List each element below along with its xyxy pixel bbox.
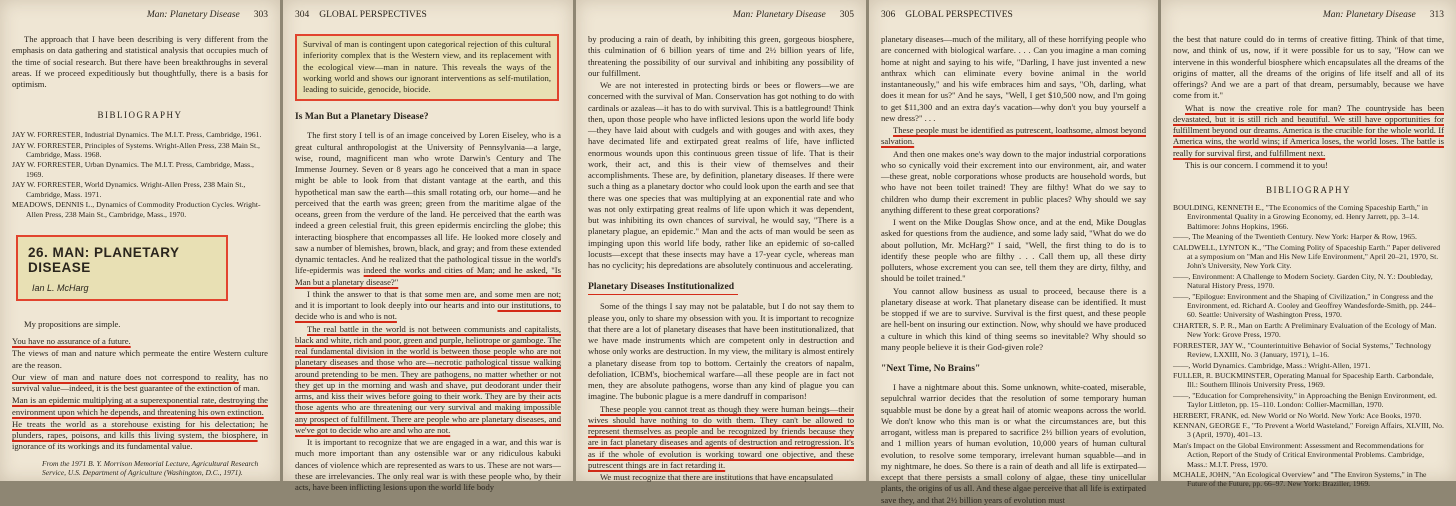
page-303 [0, 0, 280, 481]
page-306 [869, 0, 1158, 505]
bib-entry: Man's Impact on the Global Environment: Assessment and Recommendations for Action, Report of the Study of Critical Environmental Problems. Cambridge, Mass.: M.I.T. Press, 1970. [1173, 440, 1424, 469]
bib-entry: MEADOWS, DENNIS L., Dynamics of Commodity Production Cycles. Wright-Allen Press, 238 Main St., Cambridge, Mass., 1970. [12, 200, 261, 219]
bibliography-heading: BIBLIOGRAPHY [97, 110, 183, 121]
bib-entry: HERBERT, FRANK, ed. New World or No World. New York: Ace Books, 1970. [1173, 410, 1422, 420]
bibliography-heading: BIBLIOGRAPHY [1265, 185, 1351, 195]
bib-entry: JAY W. FORRESTER, Urban Dynamics. The M.I.T. Press, Cambridge, Mass., 1969. [12, 160, 254, 179]
epigraph-box [295, 34, 559, 101]
page-304 [283, 0, 573, 492]
bib-entry: CHARTER, S. P. R., Man on Earth: A Preliminary Evaluation of the Ecology of Man. New York: Grove Press, 1970. [1173, 320, 1437, 340]
underlined-passage: some men are, and some men are not; [424, 288, 561, 299]
underlined-paragraph: What is now the creative role for man? The countryside has been devastated, but it is still rich and beautiful. We still have opportunities for fulfillment beyond our dreams. America is the crucible for the whole world. If America wins, the world wins; if America loses, the world loses. The battle is really for survival first, and fulfillment next. [1173, 102, 1444, 158]
running-title: GLOBAL PERSPECTIVES [319, 10, 427, 20]
running-head [881, 10, 1146, 24]
underlined-passage: These people must be identified as putrescent, loathsome, almost beyond salvation. [881, 125, 1146, 147]
bib-entry: BOULDING, KENNETH E., "The Economics of the Coming Spaceship Earth," in Environmental Quality in a Growing Economy, ed. Henry Jarrett, pp. 3–14. Baltimore: Johns Hopkins, 1966. [1173, 203, 1428, 231]
underlined-passage: indeed the works and cities of Man; and he asked, "Is Man but a planetary disease?" [295, 265, 562, 287]
bib-entry: ——, Environment: A Challenge to Modern Society. Garden City, N. Y.: Doubleday, Natural History Press, 1970. [1173, 271, 1433, 291]
chapter-title-box [16, 235, 228, 301]
bib-entry: KENNAN, GEORGE F., "To Prevent a World Wasteland," Foreign Affairs, XLVIII, No. 3 (April, 1970), 401–13. [1173, 420, 1444, 440]
bib-entry: JAY W. FORRESTER, Principles of Systems. Wright-Allen Press, 238 Main St., Cambridge, Mass. 1968. [12, 140, 260, 160]
bibliography-list [12, 130, 268, 219]
bib-entry: JAY W. FORRESTER, Industrial Dynamics. The M.I.T. Press, Cambridge, 1961. [12, 130, 262, 140]
running-head [588, 10, 854, 24]
chapter-title: 26. MAN: PLANETARY DISEASE [28, 244, 180, 275]
body-text: The first story I tell is of an image conceived by Loren Eiseley, who is a great cultural anthropologist at the University of Pennsylvania—a large, wise, round, magnificent man who wrote Darwin's Century and The Immense Journey. Seven or 8 years ago he conceived that a man in space might be able to look from that distant vantage at the earth, and this hypothetical man saw the earth—this small rotating orb, our home—and he perceived that the earth was green; green from the maritime algae of the oceans, green from the verdure of the land. He perceived that the earth was indeed a green celestial fruit, this green epidermis encircling the globe; this interacting biosphere that encompasses all life. He looked more closely and saw a number of blemishes, brown, black, and gray; and from these extended dynamic tentacles. And he realized that the pathological tissue in the world's life-epidermis was indeed the works and cities of Man; and he asked, "Is Man but a planetary disease?" I think the answer to that is that some men are, and some men are not; and it is important to look deeply into our hearts and into our institutions, to decide who is and who is not. The real battle in the world is not between communists and capitalists, black and white, rich and poor, green and purple, heliotrope or gamboge. The real fundamental division in the world is between those people who are not planetary diseases and those who are—necrotic pathological tissue walking around pretending to be men. They are pathogens, no matter whether or not they get up in the morning and wash and shave, put deodorant under their arms, and kiss their wives before going to their work. They are by their acts those agents who are threatening our very survival and making impossible any prospect of fulfillment. There are people who are planetary diseases, and we've got to decide who are and who are not. It is important to recognize that we are engaged in a war, and this war is much more important than any ostensible war or any ridiculous kabuki dances of violence which are represented as wars to us. These are not wars—these are irrelevancies. The only real war is with these people who, by their acts, have been inflicting lesions upon the world life body [295, 130, 562, 492]
bib-entry: FORRESTER, JAY W., "Counterintuitive Behavior of Social Systems," Technology Review, LXXIII, No. 3 (January, 1971), 1–16. [1173, 340, 1432, 360]
bib-entry: ——, World Dynamics. Cambridge, Mass.: Wright-Allen, 1971. [1173, 360, 1371, 370]
underlined-passage: our institutions, to decide who is and who is not. [295, 300, 561, 322]
running-title: GLOBAL PERSPECTIVES [905, 10, 1013, 20]
body-text-2: I have a nightmare about this. Some unknown, white-coated, miserable, sepulchral warrior decides that the resolution of some temporary human squabble must be done by a great hail of atomic weapons across the world. We don't know who this man is or what the circumstances are, but this arrogant, witless man is prepared to sacrifice 2½ billion years of evolution, and 1 million years of human evolution, 10,000 years of human cultural evolution, to resolve some temporary, irrelevant human squabble—and in my nightmare, he does. So there is a rain of death and all life is extirpated—except that there persists a small colony of algae, these tiny unicellular plants, the origins of us all. And these algae perceive that all life is extirpated save they, and that 2½ billion years of evolution must [881, 382, 1146, 505]
propositions: My propositions are simple. You have no assurance of a future. The views of man and nature which permeate the entire Western culture are the reason. Our view of man and nature does not correspond to reality, has no survival value—indeed, it is the best guarantee of the extinction of man. Man is an epidemic multiplying at a superexponential rate, destroying the environment upon which he depends, and threatening his own extinction. He treats the world as a storehouse existing for his delectation; he plunders, rapes, poisons, and kills this living system, the biosphere, in ignorance of its workings and its fundamental value. [12, 318, 268, 452]
underlined-proposition: Man is an epidemic multiplying at a superexponential rate, destroying the environment upon which he depends, and threatening his own extinction. [12, 395, 268, 417]
page-number: 303 [253, 10, 268, 20]
page-313 [1161, 0, 1456, 489]
bib-entry: FULLER, R. BUCKMINSTER, Operating Manual for Spaceship Earth. Carbondale, Ill.: Southern Illinois University Press, 1969. [1173, 370, 1434, 390]
heading-underline [588, 294, 738, 295]
page-number: 313 [1429, 10, 1444, 20]
body-text: planetary diseases—much of the military, all of these horrifying people who are concerned with biological warfare. . . . Can you imagine a man coming home at night and saying to his wife, "Darling, I have just invented a new anthrax which can eliminate every bovine animal in the world instantaneously," and his wife embraces him and says, "Oh, darling, what does it mean for us?" And he says, "Well, I get $10,500 now, and I'm going to get $11,300 and an extra day's vacation—why don't you buy yourself a new dress?" . . . These people must be identified as putrescent, loathsome, almost beyond salvation. And then one makes one's way down to the major industrial corporations who so cynically void their excrement into our environment, air, and water—these great, noble corporations whose products are household words, but who have not been toilet trained! They are filthy! What do we say to children who dump their excrement in public places? Why should we say anything different to these great corporations? I went on the Mike Douglas Show once, and at the end, Mike Douglas asked for questions from the audience, and some lady said, "What do we do about pollution, Mr. McHarg?" I said, "Well, the first thing to do is to identify these people who are filthy . . . Call them up, all these dirty polluters, whose excrement you can see, tell them they are dirty, filthy, and should be toilet trained." You cannot allow business as usual to proceed, because there is a planetary disease at work. That planetary disease can be identified. It must be stopped if we are to survive. Survival is the first quest, and these people are hell-bent on insuring our extinction. Now, why should we have produced a culture in which this kind of thing seems so inevitable? Why should so many people believe it is their God-given role? [881, 34, 1146, 352]
running-head [12, 10, 268, 24]
body-text-2: Some of the things I say may not be palatable, but I do not say them to please you, only to share my obsession with you. It is important to recognize that there are a lot of planetary diseases that have been institutionalized, that we have made instruments which are competent only in destruction and whose only works are destruction. In my view, the military is almost entirely a planetary disease from top to bottom. Certainly the creators of napalm, defoliation, ICBM's, biochemical warfare—all these people are in fact not men, they are absolute pathogens, worse than any kind of plague you can imagine. The bubonic plague is a mere dandruff in comparison! These people you cannot treat as though they were human beings—their wives should have nothing to do with them. They can't be allowed to represent themselves as people and be recognized by friends because they are in fact planetary diseases and agents of destruction and retrogression. It's as if the whole of evolution is working toward one objective, and these putrescent things are in fact retarding it. We must recognize that there are institutions that have encapsulated [588, 301, 854, 482]
epigraph: Survival of man is contingent upon categorical rejection of this cultural inferiority complex that is the Western view, and its replacement with the ecological view—man in nature. This reveals the ways of the working world and shows our ignorant interventions as self-mutilation, leading to suicide, genocide, biocide. [303, 39, 551, 94]
propositions-intro: My propositions are simple. [24, 318, 121, 329]
page-number: 304 [295, 10, 310, 20]
running-head [295, 10, 561, 24]
closing-paragraph: The approach that I have been describing is very different from the emphasis on data gathering and statistical analysis that occupies much of the time of social research. But there have been breakthroughs in several areas. If we proceed expeditiously but thoughtfully, there is a basis for optimism. [12, 34, 268, 89]
running-head [1173, 10, 1444, 24]
underlined-paragraph: The real battle in the world is not between communists and capitalists, black and white, rich and poor, green and purple, heliotrope or gamboge. The real fundamental division in the world is between those people who are not planetary diseases and those who are—necrotic pathological tissue walking around pretending to be men. They are pathogens, no matter whether or not they get up in the morning and wash and shave, put deodorant under their arms, and kiss their wives before going to their work. They are by their acts those agents who are threatening our very survival and making impossible any prospect of fulfillment. There are people who are planetary diseases, and we've got to decide who are and who are not. [295, 323, 561, 435]
underlined-proposition: You have no assurance of a future. [12, 336, 131, 347]
bib-entry: CALDWELL, LYNTON K., "The Coming Polity of Spaceship Earth." Paper delivered at a symposium on "Man and His New Life Environment," April 20–21, 1970, St. John's University, New York City. [1173, 242, 1441, 271]
bib-entry: ——, "Education for Comprehensivity," in Approaching the Benign Environment, ed. Taylor Littleton, pp. 15–110. London: Collier-Macmillan, 1970. [1173, 390, 1437, 410]
bib-entry: ——, The Meaning of the Twentieth Century. New York: Harper & Row, 1965. [1173, 232, 1417, 242]
bib-entry: JAY W. FORRESTER, World Dynamics. Wright-Allen Press, 238 Main St., Cambridge, Mass. 1971. [12, 180, 246, 199]
section-heading: "Next Time, No Brains" [881, 363, 981, 374]
bib-entry: ——, "Epilogue: Environment and the Shaping of Civilization," in Congress and the Environment, ed. Richard A. Cooley and Geoffrey Wandesforde-Smith, pp. 244–60. Seattle: University of Washington Press, 1970. [1173, 291, 1436, 320]
page-number: 305 [839, 10, 854, 20]
page-305 [576, 0, 866, 481]
underlined-paragraph: These people you cannot treat as though they were human beings—their wives should have nothing to do with them. They can't be allowed to represent themselves as people and be recognized by friends because they are in fact planetary diseases and agents of destruction and retrogression. It's as if the whole of evolution is working toward one objective, and these putrescent things are in fact retarding it. [588, 403, 854, 470]
body-text: the best that nature could do in terms of creative fitting. Think of that time, now, and think of us, now, if it were possible for us to say, "How can we intervene in this wonderful biosphere which encapsulates all the dreams of the origins of matter, all the dreams of the origins of life itself and all of its offerings? And we are a part of that dream, persumably, because we have come from it." What is now the creative role for man? The countryside has been devastated, but it is still rich and beautiful. We still have opportunities for fulfillment beyond our dreams. America is the crucible for the whole world. If America wins, the world wins; if America loses, the world loses. The battle is really for survival first, and fulfillment next. This is our concern. I commend it to you! [1173, 34, 1444, 170]
underlined-proposition: Our view of man and nature does not correspond to reality, [12, 371, 239, 382]
section-heading: Is Man But a Planetary Disease? [295, 111, 429, 123]
running-title: Man: Planetary Disease [1322, 10, 1416, 20]
running-title: Man: Planetary Disease [146, 10, 240, 20]
source-note: From the 1971 B. Y. Morrison Memorial Lecture, Agricultural Research Service, U.S. Department of Agriculture (Washington, D.C., 1971). [42, 458, 259, 478]
running-title: Man: Planetary Disease [732, 10, 826, 20]
page-number: 306 [881, 10, 896, 20]
bib-entry: MCHALE, JOHN, "An Ecological Overview" and "The Environ Systems," in The Future of the Future, pp. 66–97. New York: Braziller, 1969. [1173, 469, 1427, 489]
chapter-author: Ian L. McHarg [32, 282, 89, 293]
body-text: by producing a rain of death, by inhibiting this green, gorgeous biosphere, this culmination of 6 billion years of time and 2½ billion years of life, threatening the possibility of our survival and inhibiting any possibility of our fulfillment. We are not interested in protecting birds or bees or flowers—we are concerned with the survival of Man. Conservation has got nothing to do with cardinals or azaleas—it has to do with survival. This is a battleground! Think then, upon those people who have inflicted lesions upon the world life body—they have laid about with cudgels and with gouges and with axes, they have decimated life and extirpated great realms of life, have inflicted enormous wounds upon this continuous green tissue of life. That is their work, their act, and this is their view of themselves and their accomplishments. These are, by definition, planetary diseases. If there were such a thing as a planetary doctor who could look upon the earth and see that there was one species that was multiplying at an exponential rate and who was not only extirpating great realms of life upon which it was dependent, but was inhibiting its own chances of survival, he would say, "There is a planetary plague, an epidemic." Man and the acts of man would be seen as impinging upon this world life body, rather like an epidemic of so-called locusts—except that these insects may have a 17-year cycle, whereas man has no cyclicity; his depredations are absolutely continuous and accelerating. [588, 34, 854, 270]
bibliography-list [1173, 203, 1444, 489]
underlined-proposition: He treats the world as a storehouse existing for his delectation; he plunders, rapes, poisons, and kills this living system, the biosphere, [12, 418, 268, 441]
section-heading: Planetary Diseases Institutionalized [588, 281, 735, 293]
